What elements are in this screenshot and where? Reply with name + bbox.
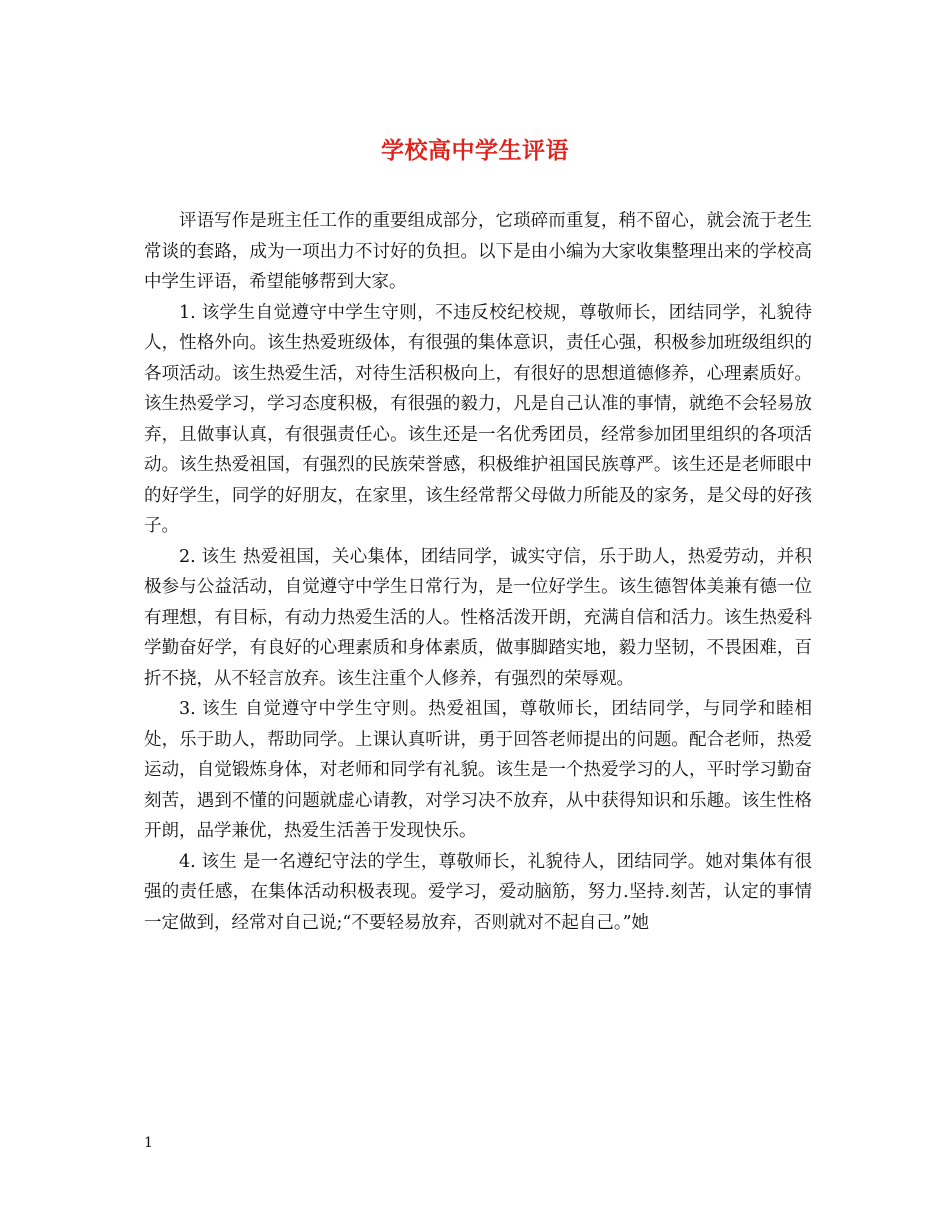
comment-paragraph-2: 2. 该生 热爱祖国，关心集体，团结同学，诚实守信，乐于助人，热爱劳动，并积极参与公益活动，自觉遵守中学生日常行为，是一位好学生。该生德智体美兼有德一位有理想，有目标，有动力热爱生活的人。性格活泼开朗，充满自信和活力。该生热爱科学勤奋好学，有良好的心理素质和身体素质，做事脚踏实地，毅力坚韧，不畏困难，百折不挠，从不轻言放弃。该生注重个人修养，有强烈的荣辱观。 [144,546,812,689]
comment-paragraph-1: 1. 该学生自觉遵守中学生守则，不违反校纪校规，尊敬师长，团结同学，礼貌待人，性格外向。该生热爱班级体，有很强的集体意识，责任心强，积极参加班级组织的各项活动。该生热爱生活，对待生活积极向上，有很好的思想道德修养，心理素质好。该生热爱学习，学习态度积极，有很强的毅力，凡是自己认准的事情，就绝不会轻易放弃，且做事认真，有很强责任心。该生还是一名优秀团员，经常参加团里组织的各项活动。该生热爱祖国，有强烈的民族荣誉感，积极维护祖国民族尊严。该生还是老师眼中的好学生，同学的好朋友，在家里，该生经常帮父母做力所能及的家务，是父母的好孩子。 [144,302,812,536]
comment-paragraph-4: 4. 该生 是一名遵纪守法的学生，尊敬师长，礼貌待人，团结同学。她对集体有很强的责任感，在集体活动积极表现。爱学习，爱动脑筋，努力.坚持.刻苦，认定的事情一定做到，经常对自己说;“不要轻易放弃，否则就对不起自己。”她 [144,851,812,933]
page-number: 1 [144,1135,153,1151]
comment-paragraph-3: 3. 该生 自觉遵守中学生守则。热爱祖国，尊敬师长，团结同学，与同学和睦相处，乐于助人，帮助同学。上课认真听讲，勇于回答老师提出的问题。配合老师，热爱运动，自觉锻炼身体，对老师和同学有礼貌。该生是一个热爱学习的人，平时学习勤奋刻苦，遇到不懂的问题就虚心请教，对学习决不放弃，从中获得知识和乐趣。该生性格开朗，品学兼优，热爱生活善于发现快乐。 [144,699,812,841]
intro-paragraph: 评语写作是班主任工作的重要组成部分，它琐碎而重复，稍不留心，就会流于老生常谈的套路，成为一项出力不讨好的负担。以下是由小编为大家收集整理出来的学校高中学生评语，希望能够帮到大家。 [144,211,812,292]
document-body [144,206,812,938]
document-title: 学校高中学生评语 [381,137,569,164]
